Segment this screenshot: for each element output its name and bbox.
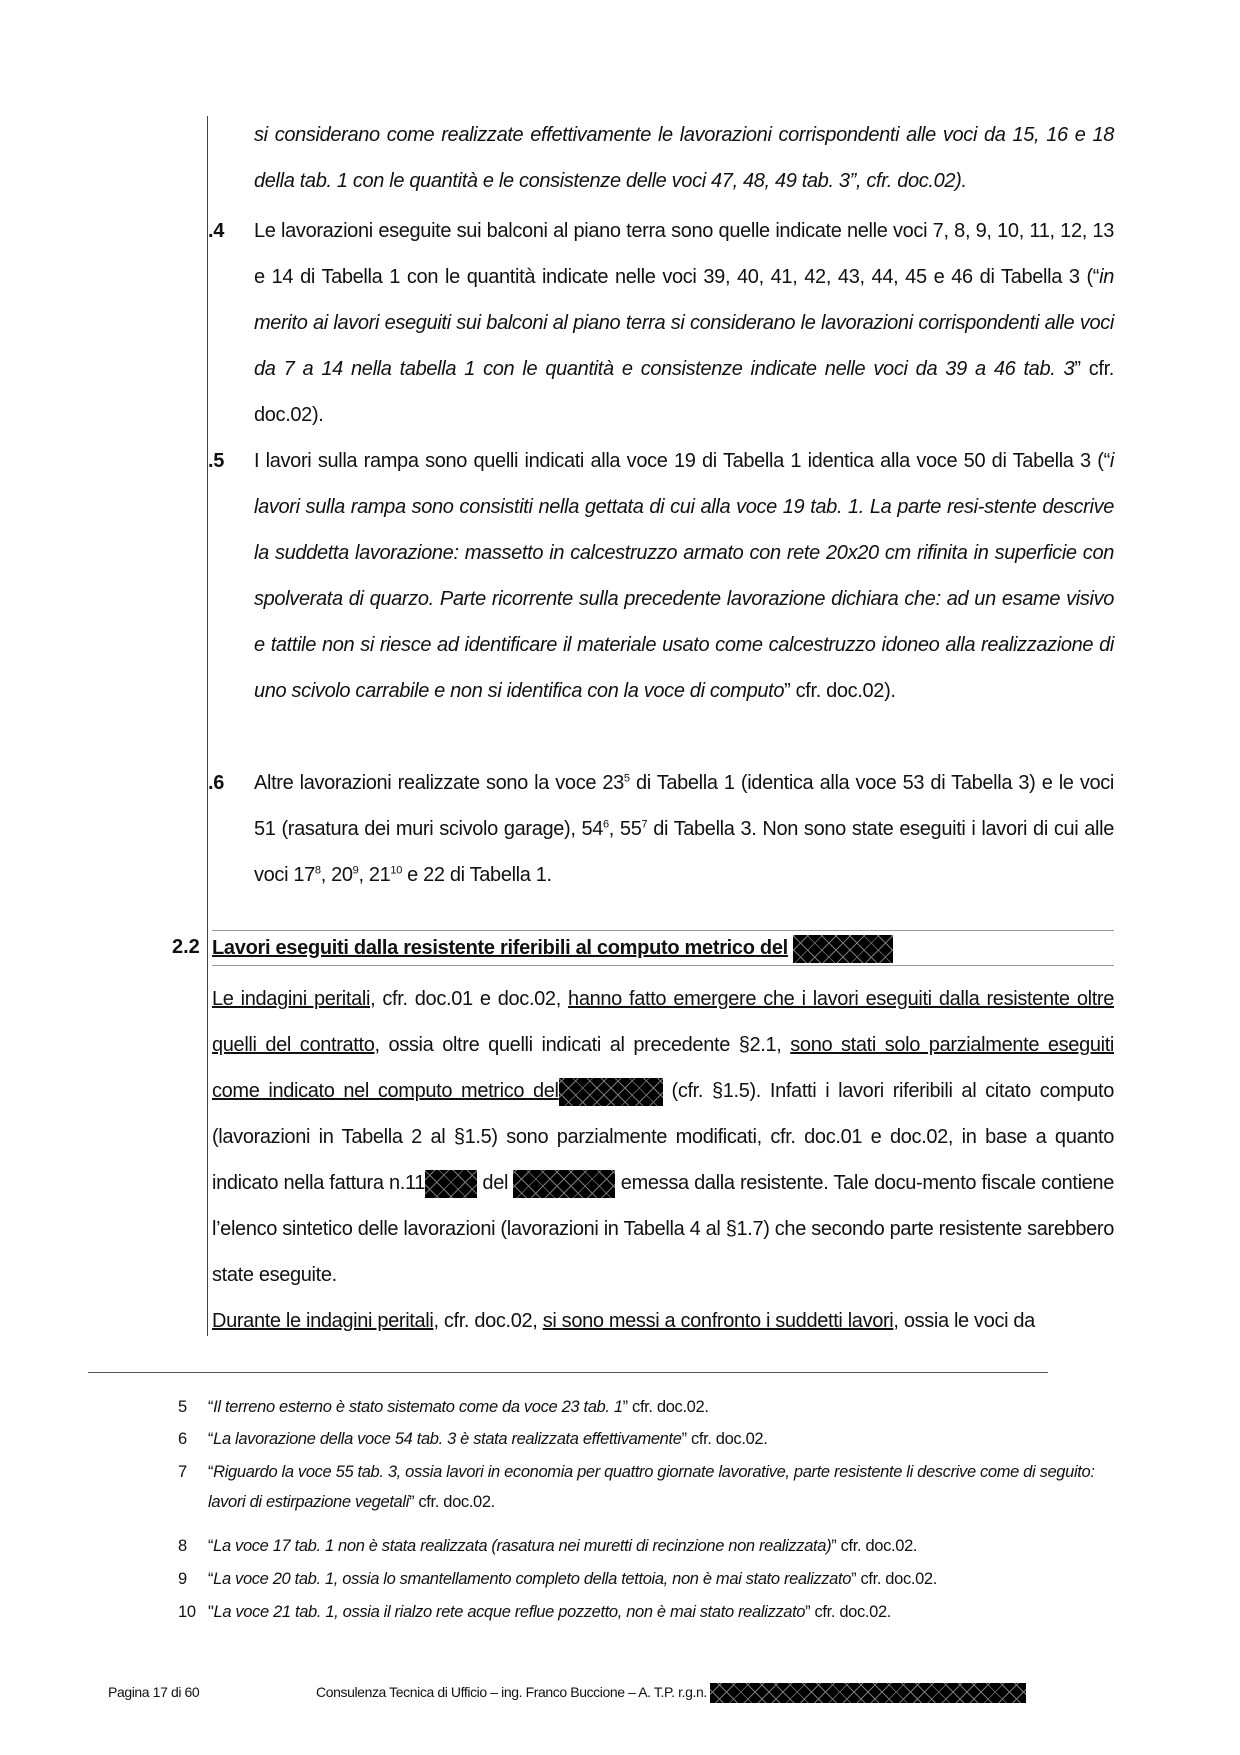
footnote-ref[interactable]: 10 — [390, 864, 402, 877]
redacted-block — [559, 1078, 663, 1106]
section-body: Le indagini peritali, cfr. doc.01 e doc.02, hanno fatto emergere che i lavori eseguiti dalla resistente oltre quelli del contratto, ossia oltre quelli indicati al precedente §2.1, sono stati solo parzialmente eseguiti come indicato nel computo metrico del (cfr. §1.5). Infatti i lavori riferibili al citato computo (lavorazioni in Tabella 2 al §1.5) sono parzialmente modificati, cfr. doc.01 e doc.02, in base a quanto indicato nella fattura n.11 del emessa dalla resistente. Tale docu-mento fiscale contiene l’elenco sintetico delle lavorazioni (lavorazioni in Tabella 4 al §1.7) che secondo parte resistente sarebbero state eseguite. Durante le indagini peritali, cfr. doc.02, si sono messi a confronto i suddetti lavori, ossia le voci da — [212, 988, 1115, 1332]
section-number: 2.2 — [172, 936, 200, 958]
footnote-7: 7 “Riguardo la voce 55 tab. 3, ossia lavori in economia per quattro giornate lavorative, parte resistente li descrive come di seguito: lavori di estirpazione vegetali” cfr. doc.02. — [180, 1457, 1120, 1517]
section-title: Lavori eseguiti dalla resistente riferibili al computo metrico del — [212, 937, 788, 959]
left-margin-rule — [207, 116, 208, 1336]
redacted-block — [513, 1170, 615, 1198]
redacted-block — [425, 1170, 477, 1198]
redacted-block — [710, 1683, 1026, 1703]
paragraph-number: .6 — [208, 772, 224, 794]
footnote-10: 10 "La voce 21 tab. 1, ossia il rialzo rete acque reflue pozzetto, non è mai stato realizzato” cfr. doc.02. — [180, 1597, 1120, 1627]
footnote-number: 8 — [178, 1537, 187, 1555]
footnote-separator — [88, 1372, 1048, 1373]
footnote-ref[interactable]: 9 — [352, 864, 359, 877]
paragraph-continuation: si considerano come realizzate effettivamente le lavorazioni corrispondenti alle voci da 15, 16 e 18 della tab. 1 con le quantità e le consistenze delle voci 47, 48, 49 tab. 3”, cfr. doc.02). — [254, 124, 1114, 192]
footnote-ref[interactable]: 5 — [623, 772, 630, 785]
footnote-5: 5 “Il terreno esterno è stato sistemato come da voce 23 tab. 1” cfr. doc.02. — [180, 1392, 1120, 1422]
section-heading — [212, 930, 1114, 966]
paragraph-5: .5 I lavori sulla rampa sono quelli indicati alla voce 19 di Tabella 1 identica alla voce 50 di Tabella 3 (“i lavori sulla rampa sono consistiti nella gettata di cui alla voce 19 tab. 1. La parte resi-stente descrive la suddetta lavorazione: massetto in calcestruzzo armato con rete 20x20 cm rifinita in superficie con spolverata di quarzo. Parte ricorrente sulla precedente lavorazione dichiara che: ad un esame visivo e tattile non si riesce ad identificare il materiale usato come calcestruzzo idoneo alla realizzazione di uno scivolo carrabile e non si identifica con la voce di computo” cfr. doc.02). — [254, 438, 1114, 714]
footnote-number: 5 — [178, 1398, 187, 1416]
footnote-9: 9 “La voce 20 tab. 1, ossia lo smantellamento completo della tettoia, non è mai stato realizzato” cfr. doc.02. — [180, 1564, 1120, 1594]
footnote-6: 6 “La lavorazione della voce 54 tab. 3 è stata realizzata effettivamente” cfr. doc.02. — [180, 1424, 1120, 1454]
redacted-block — [793, 935, 893, 963]
footnote-number: 9 — [178, 1570, 187, 1588]
paragraph-number: .4 — [208, 220, 224, 242]
footnote-8: 8 “La voce 17 tab. 1 non è stata realizzata (rasatura nei muretti di recinzione non realizzata)” cfr. doc.02. — [180, 1531, 1120, 1561]
footnote-ref[interactable]: 8 — [314, 864, 321, 877]
footnote-number: 6 — [178, 1430, 187, 1448]
footnote-ref[interactable]: 7 — [641, 818, 648, 831]
footnote-number: 10 — [178, 1603, 196, 1621]
paragraph-6: .6 Altre lavorazioni realizzate sono la voce $23^5$ di Tabella 1 (identica alla voce 53 di Tabella 3) e le voci 51 (rasatura dei muri scivolo garage), $54^6$, $55^7$ di Tabella 3. Non sono state eseguiti i lavori di cui alle voci $17^8$, $20^9$, $21^{10}$ e 22 di Tabella 1. — [254, 760, 1114, 898]
paragraph-4: .4 Le lavorazioni eseguite sui balconi al piano terra sono quelle indicate nelle voci 7, 8, 9, 10, 11, 12, 13 e 14 di Tabella 1 con le quantità indicate nelle voci 39, 40, 41, 42, 43, 44, 45 e 46 di Tabella 3 (“in merito ai lavori eseguiti sui balconi al piano terra si considerano le lavorazioni corrispondenti alle voci da 7 a 14 nella tabella 1 con le quantità e consistenze indicate nelle voci da 39 a 46 tab. 3” cfr. doc.02). — [254, 208, 1114, 438]
footer-author: Consulenza Tecnica di Ufficio – ing. Franco Buccione – A. T.P. r.g.n. — [316, 1680, 1026, 1704]
footnote-number: 7 — [178, 1463, 187, 1481]
paragraph-number: .5 — [208, 450, 224, 472]
page-number: Pagina 17 di 60 — [108, 1684, 200, 1700]
footnote-ref[interactable]: 6 — [603, 818, 609, 831]
